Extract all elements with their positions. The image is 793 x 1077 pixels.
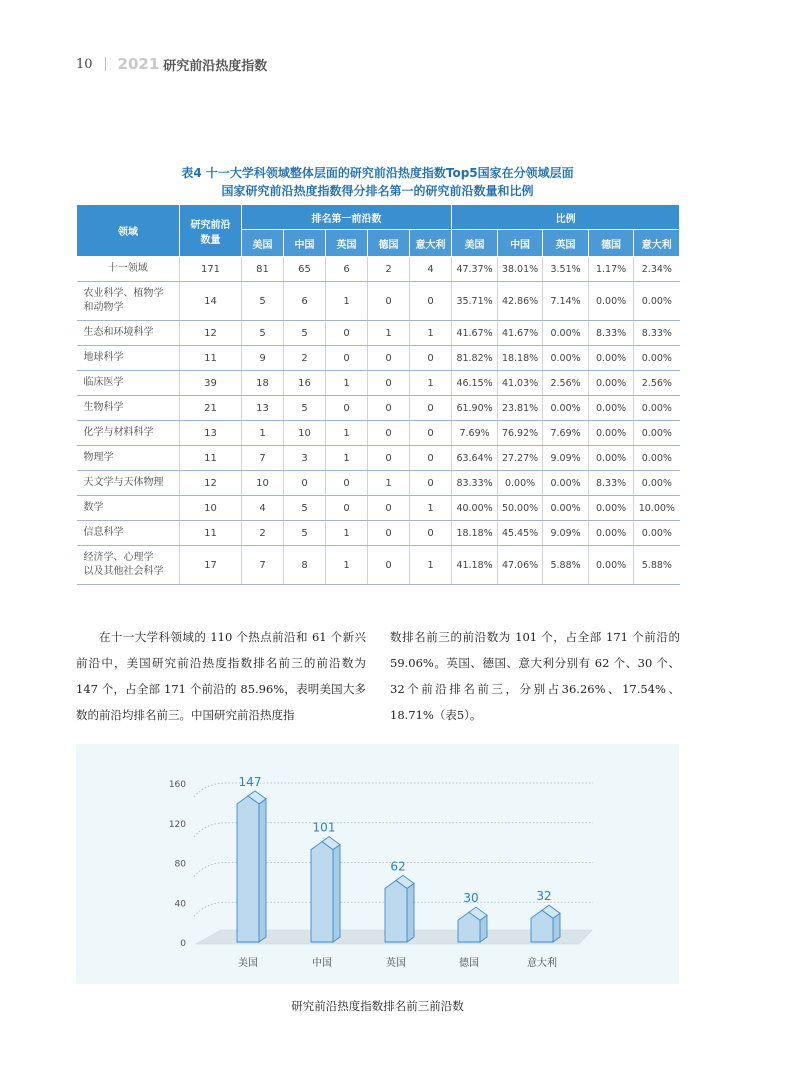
header-rank-group: 排名第一前沿数 bbox=[242, 205, 452, 230]
chart-caption: 研究前沿热度指数排名前三前沿数 bbox=[291, 999, 464, 1013]
cell-field bbox=[77, 282, 180, 321]
cell-ratio: 63.64% bbox=[452, 446, 498, 471]
table-row bbox=[77, 346, 680, 371]
cell-count: 171 bbox=[180, 257, 242, 282]
header-ratio-group: 比例 bbox=[452, 205, 680, 230]
table-row bbox=[77, 446, 680, 471]
cell-count: 10 bbox=[180, 496, 242, 521]
data-label: 101 bbox=[312, 820, 336, 835]
cell-rank: 0 bbox=[368, 282, 410, 321]
cell-rank: 5 bbox=[284, 521, 326, 546]
cell-rank: 0 bbox=[326, 396, 368, 421]
cell-rank: 0 bbox=[368, 396, 410, 421]
cell-count: 39 bbox=[180, 371, 242, 396]
table-title-line1: 表4 十一大学科领域整体层面的研究前沿热度指数Top5国家在分领域层面 bbox=[181, 166, 574, 180]
data-label: 30 bbox=[463, 891, 479, 906]
cell-rank: 9 bbox=[242, 346, 284, 371]
cell-field: 化学与材料科学 bbox=[77, 421, 180, 446]
cell-rank: 0 bbox=[368, 421, 410, 446]
cell-ratio: 38.01% bbox=[498, 257, 543, 282]
cell-rank: 0 bbox=[410, 521, 452, 546]
y-tick-label: 120 bbox=[168, 819, 186, 830]
header-ratio-country: 德国 bbox=[589, 230, 634, 257]
cell-rank: 5 bbox=[242, 321, 284, 346]
cell-ratio: 0.00% bbox=[589, 546, 634, 585]
cell-rank: 0 bbox=[410, 421, 452, 446]
table-row bbox=[77, 471, 680, 496]
cell-rank: 0 bbox=[410, 471, 452, 496]
header-rank-country: 德国 bbox=[368, 230, 410, 257]
cell-count: 14 bbox=[180, 282, 242, 321]
header-ratio-country: 中国 bbox=[498, 230, 543, 257]
header-count-line2: 数量 bbox=[200, 234, 221, 246]
cell-rank: 0 bbox=[410, 396, 452, 421]
cell-ratio: 2.34% bbox=[634, 257, 680, 282]
cell-rank: 0 bbox=[326, 496, 368, 521]
data-label: 147 bbox=[238, 774, 262, 789]
cell-rank: 0 bbox=[326, 321, 368, 346]
x-tick-label: 德国 bbox=[459, 958, 479, 969]
cell-rank: 1 bbox=[326, 446, 368, 471]
cell-rank: 0 bbox=[284, 471, 326, 496]
header-rank-country: 英国 bbox=[326, 230, 368, 257]
cell-rank: 1 bbox=[326, 371, 368, 396]
cell-rank: 8 bbox=[284, 546, 326, 585]
cell-ratio: 50.00% bbox=[498, 496, 543, 521]
header-rank-country: 意大利 bbox=[410, 230, 452, 257]
cell-ratio: 41.18% bbox=[452, 546, 498, 585]
header-count-line1: 研究前沿 bbox=[190, 219, 231, 231]
header-ratio-country: 意大利 bbox=[634, 230, 680, 257]
cell-ratio: 8.33% bbox=[589, 321, 634, 346]
cell-ratio: 41.03% bbox=[498, 371, 543, 396]
cell-rank: 5 bbox=[284, 496, 326, 521]
bar bbox=[385, 880, 407, 942]
cell-ratio: 1.17% bbox=[589, 257, 634, 282]
header-ratio-country: 英国 bbox=[543, 230, 589, 257]
cell-field: 信息科学 bbox=[77, 521, 180, 546]
cell-field: 生物科学 bbox=[77, 396, 180, 421]
cell-rank: 5 bbox=[242, 282, 284, 321]
cell-ratio: 46.15% bbox=[452, 371, 498, 396]
data-label: 32 bbox=[536, 889, 552, 904]
cell-count: 12 bbox=[180, 321, 242, 346]
page-number: 10 bbox=[76, 56, 93, 72]
cell-ratio: 61.90% bbox=[452, 396, 498, 421]
cell-ratio: 0.00% bbox=[634, 421, 680, 446]
table-row bbox=[77, 421, 680, 446]
cell-ratio: 0.00% bbox=[543, 321, 589, 346]
table-row bbox=[77, 396, 680, 421]
cell-rank: 65 bbox=[284, 257, 326, 282]
cell-rank: 16 bbox=[284, 371, 326, 396]
cell-field: 地球科学 bbox=[77, 346, 180, 371]
cell-ratio: 0.00% bbox=[589, 496, 634, 521]
cell-ratio: 0.00% bbox=[634, 471, 680, 496]
cell-ratio: 45.45% bbox=[498, 521, 543, 546]
body-paragraph-right: 数排名前三的前沿数为 101 个，占全部 171 个前沿的 59.06%。英国、德国、意大利分别有 62 个、30 个、32个前沿排名前三，分别占36.26%、17.54%、18.71%（表5）。 bbox=[390, 630, 680, 722]
x-tick-label: 中国 bbox=[312, 958, 332, 969]
cell-ratio: 5.88% bbox=[634, 546, 680, 585]
cell-count: 21 bbox=[180, 396, 242, 421]
cell-ratio: 7.14% bbox=[543, 282, 589, 321]
cell-count: 11 bbox=[180, 346, 242, 371]
cell-ratio: 42.86% bbox=[498, 282, 543, 321]
header-title: 研究前沿热度指数 bbox=[163, 58, 268, 74]
cell-ratio: 81.82% bbox=[452, 346, 498, 371]
cell-rank: 0 bbox=[410, 282, 452, 321]
table-title bbox=[76, 164, 679, 200]
cell-ratio: 0.00% bbox=[634, 396, 680, 421]
cell-rank: 3 bbox=[284, 446, 326, 471]
cell-rank: 10 bbox=[242, 471, 284, 496]
cell-rank: 6 bbox=[326, 257, 368, 282]
cell-ratio: 8.33% bbox=[589, 471, 634, 496]
cell-count: 13 bbox=[180, 421, 242, 446]
cell-ratio: 9.09% bbox=[543, 446, 589, 471]
cell-ratio: 47.37% bbox=[452, 257, 498, 282]
body-paragraph-left: 在十一大学科领域的 110 个热点前沿和 61 个新兴前沿中，美国研究前沿热度指数排名前三的前沿数为 147 个，占全部 171 个前沿的 85.96%，表明美国大多数的前沿均排名前三。中国研究前沿热度指 bbox=[76, 630, 366, 722]
cell-rank: 6 bbox=[284, 282, 326, 321]
cell-rank: 1 bbox=[242, 421, 284, 446]
cell-rank: 5 bbox=[284, 396, 326, 421]
cell-rank: 1 bbox=[326, 282, 368, 321]
cell-ratio: 0.00% bbox=[543, 396, 589, 421]
cell-ratio: 35.71% bbox=[452, 282, 498, 321]
cell-ratio: 40.00% bbox=[452, 496, 498, 521]
chart-panel bbox=[76, 744, 679, 984]
cell-rank: 13 bbox=[242, 396, 284, 421]
cell-ratio: 10.00% bbox=[634, 496, 680, 521]
cell-field: 生态和环境科学 bbox=[77, 321, 180, 346]
cell-ratio: 0.00% bbox=[589, 396, 634, 421]
table-row bbox=[77, 321, 680, 346]
cell-rank: 1 bbox=[410, 496, 452, 521]
bar-side bbox=[407, 883, 414, 942]
header-count bbox=[180, 205, 242, 257]
cell-ratio: 0.00% bbox=[589, 346, 634, 371]
cell-ratio: 2.56% bbox=[634, 371, 680, 396]
y-tick-label: 0 bbox=[180, 939, 186, 949]
cell-rank: 81 bbox=[242, 257, 284, 282]
cell-ratio: 0.00% bbox=[543, 471, 589, 496]
header-ratio-country: 美国 bbox=[452, 230, 498, 257]
cell-field-line: 农业科学、植物学 bbox=[83, 288, 164, 299]
cell-ratio: 0.00% bbox=[589, 282, 634, 321]
cell-ratio: 0.00% bbox=[589, 446, 634, 471]
cell-ratio: 0.00% bbox=[498, 471, 543, 496]
header-rank-country: 美国 bbox=[242, 230, 284, 257]
cell-ratio: 18.18% bbox=[452, 521, 498, 546]
cell-field-line: 以及其他社会科学 bbox=[83, 566, 164, 577]
cell-rank: 0 bbox=[326, 471, 368, 496]
cell-field-line: 和动物学 bbox=[83, 302, 124, 313]
cell-count: 17 bbox=[180, 546, 242, 585]
x-tick-label: 美国 bbox=[238, 958, 258, 969]
page-header bbox=[76, 52, 267, 76]
cell-rank: 0 bbox=[368, 446, 410, 471]
cell-rank: 1 bbox=[368, 321, 410, 346]
cell-rank: 4 bbox=[242, 496, 284, 521]
cell-ratio: 8.33% bbox=[634, 321, 680, 346]
cell-ratio: 47.06% bbox=[498, 546, 543, 585]
cell-ratio: 7.69% bbox=[543, 421, 589, 446]
header-year: 2021 bbox=[117, 55, 160, 73]
cell-rank: 1 bbox=[326, 421, 368, 446]
table-row bbox=[77, 521, 680, 546]
bar-chart bbox=[76, 744, 679, 984]
cell-field: 临床医学 bbox=[77, 371, 180, 396]
bar bbox=[311, 842, 333, 942]
cell-rank: 18 bbox=[242, 371, 284, 396]
table-row bbox=[77, 257, 680, 282]
cell-rank: 0 bbox=[410, 346, 452, 371]
cell-ratio: 0.00% bbox=[634, 446, 680, 471]
cell-rank: 7 bbox=[242, 446, 284, 471]
cell-rank: 1 bbox=[326, 546, 368, 585]
data-label: 62 bbox=[390, 859, 406, 874]
bar bbox=[237, 796, 259, 942]
cell-ratio: 0.00% bbox=[543, 496, 589, 521]
x-tick-label: 意大利 bbox=[527, 958, 557, 969]
cell-field: 十一领域 bbox=[77, 257, 180, 282]
cell-rank: 1 bbox=[410, 546, 452, 585]
bar-side bbox=[333, 845, 340, 942]
y-tick-label: 40 bbox=[174, 899, 186, 910]
cell-rank: 0 bbox=[368, 496, 410, 521]
table-row bbox=[77, 546, 680, 585]
cell-rank: 7 bbox=[242, 546, 284, 585]
cell-rank: 0 bbox=[326, 346, 368, 371]
cell-field-line: 经济学、心理学 bbox=[83, 552, 154, 563]
cell-count: 11 bbox=[180, 521, 242, 546]
cell-count: 11 bbox=[180, 446, 242, 471]
cell-field: 物理学 bbox=[77, 446, 180, 471]
cell-ratio: 0.00% bbox=[543, 346, 589, 371]
cell-ratio: 18.18% bbox=[498, 346, 543, 371]
cell-ratio: 0.00% bbox=[589, 521, 634, 546]
cell-ratio: 0.00% bbox=[589, 421, 634, 446]
header-divider bbox=[105, 57, 106, 71]
table-row bbox=[77, 496, 680, 521]
cell-field: 天文学与天体物理 bbox=[77, 471, 180, 496]
cell-ratio: 2.56% bbox=[543, 371, 589, 396]
cell-rank: 0 bbox=[368, 546, 410, 585]
table-row bbox=[77, 371, 680, 396]
cell-ratio: 41.67% bbox=[498, 321, 543, 346]
cell-ratio: 0.00% bbox=[589, 371, 634, 396]
data-table-wrapper bbox=[76, 204, 679, 585]
cell-rank: 2 bbox=[284, 346, 326, 371]
cell-ratio: 0.00% bbox=[634, 282, 680, 321]
bar-side bbox=[259, 799, 266, 942]
cell-ratio: 41.67% bbox=[452, 321, 498, 346]
cell-ratio: 5.88% bbox=[543, 546, 589, 585]
cell-rank: 10 bbox=[284, 421, 326, 446]
cell-ratio: 7.69% bbox=[452, 421, 498, 446]
cell-ratio: 76.92% bbox=[498, 421, 543, 446]
cell-ratio: 23.81% bbox=[498, 396, 543, 421]
cell-rank: 2 bbox=[242, 521, 284, 546]
y-tick-label: 160 bbox=[168, 780, 186, 790]
cell-field: 数学 bbox=[77, 496, 180, 521]
cell-rank: 0 bbox=[368, 346, 410, 371]
table-title-line2: 国家研究前沿热度指数得分排名第一的研究前沿数量和比例 bbox=[221, 184, 534, 198]
cell-rank: 1 bbox=[410, 321, 452, 346]
cell-rank: 1 bbox=[368, 471, 410, 496]
header-rank-country: 中国 bbox=[284, 230, 326, 257]
cell-rank: 0 bbox=[368, 521, 410, 546]
cell-ratio: 27.27% bbox=[498, 446, 543, 471]
cell-rank: 1 bbox=[410, 371, 452, 396]
header-field: 领域 bbox=[77, 205, 180, 257]
cell-rank: 0 bbox=[410, 446, 452, 471]
cell-ratio: 0.00% bbox=[634, 521, 680, 546]
cell-count: 12 bbox=[180, 471, 242, 496]
cell-rank: 0 bbox=[368, 371, 410, 396]
y-tick-label: 80 bbox=[174, 859, 186, 870]
cell-ratio: 9.09% bbox=[543, 521, 589, 546]
cell-ratio: 83.33% bbox=[452, 471, 498, 496]
cell-ratio: 0.00% bbox=[634, 346, 680, 371]
cell-rank: 5 bbox=[284, 321, 326, 346]
cell-field bbox=[77, 546, 180, 585]
cell-ratio: 3.51% bbox=[543, 257, 589, 282]
x-tick-label: 英国 bbox=[386, 958, 406, 969]
cell-rank: 2 bbox=[368, 257, 410, 282]
table-row bbox=[77, 282, 680, 321]
cell-rank: 4 bbox=[410, 257, 452, 282]
data-table bbox=[76, 204, 680, 585]
cell-rank: 1 bbox=[326, 521, 368, 546]
